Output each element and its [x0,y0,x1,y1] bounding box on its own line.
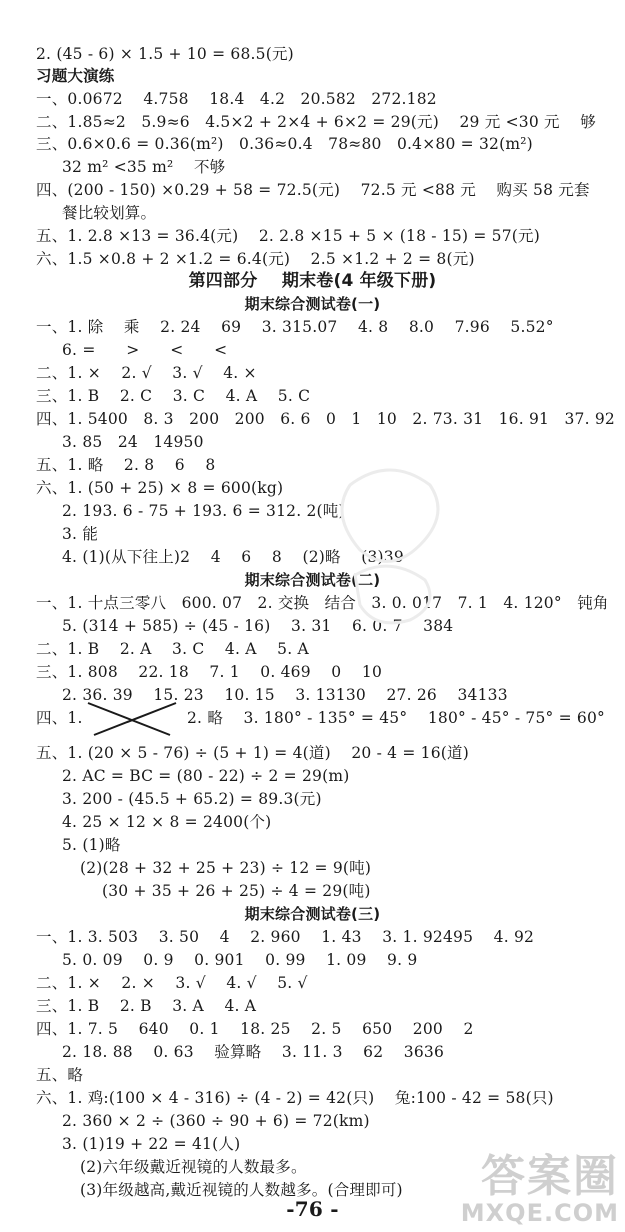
answer-line: 32 m² <35 m² 不够 [62,158,226,176]
watermark-main-text: 答案圈 [481,1151,619,1202]
answer-line: 三、1. B 2. C 3. C 4. A 5. C [36,387,311,405]
answer-line: 六、1.5 ×0.8 + 2 ×1.2 = 6.4(元) 2.5 ×1.2 + 2 = 8(元) [36,250,475,268]
faint-stamp-mark [320,455,460,635]
answer-line: 2. (45 - 6) × 1.5 + 10 = 68.5(元) [36,45,294,63]
answer-line: 期末综合测试卷(三) [244,905,381,923]
answer-line: 五、略 [36,1066,84,1084]
answer-line: 5. (314 + 585) ÷ (45 - 16) 3. 31 6. 0. 7 384 [62,617,454,635]
answer-line: 五、1. 略 2. 8 6 8 [36,456,216,474]
answer-line: 2. AC = BC = (80 - 22) ÷ 2 = 29(m) [62,767,350,785]
answer-line: 一、1. 十点三零八 600. 07 2. 交换 结合 3. 0. 017 7. 1 4. 120° 钝角 [36,594,609,612]
answer-line: 4. (1)(从下往上)2 4 6 8 (2)略 (3)39 [62,548,404,566]
answer-line: 3. 200 - (45.5 + 65.2) = 89.3(元) [62,790,322,808]
answer-line: 三、1. B 2. B 3. A 4. A [36,997,257,1015]
answer-line: 6. = > < < [62,341,228,359]
answer-line: 四、1. 5400 8. 3 200 200 6. 6 0 1 10 2. 73. 31 16. 91 37. 92 [36,410,615,428]
answer-line: 期末综合测试卷(二) [244,571,381,589]
answer-line: 三、1. 808 22. 18 7. 1 0. 469 0 10 [36,663,383,681]
answer-line: 一、1. 除 乘 2. 24 69 3. 315.07 4. 8 8.0 7.96 5.52° [36,318,554,336]
answer-line: 期末综合测试卷(一) [244,295,381,313]
answer-line: 3. 能 [62,525,99,543]
answer-line: 一、1. 3. 503 3. 50 4 2. 960 1. 43 3. 1. 92495 4. 92 [36,928,535,946]
watermark-logo [460,1151,619,1227]
answer-line: 3. (1)19 + 22 = 41(人) [62,1135,241,1153]
answer-line: (2)(28 + 32 + 25 + 23) ÷ 12 = 9(吨) [80,859,372,877]
answer-line: 5. (1)略 [62,836,121,854]
answer-line: 二、1.85≈2 5.9≈6 4.5×2 + 2×4 + 6×2 = 29(元) 29 元 <30 元 够 [36,113,596,131]
answer-line: 五、1. 2.8 ×13 = 36.4(元) 2. 2.8 ×15 + 5 × (18 - 15) = 57(元) [36,227,540,245]
answer-line: 习题大演练 [36,67,115,85]
answer-line: 六、1. (50 + 25) × 8 = 600(kg) [36,479,284,497]
answer-line: 一、0.0672 4.758 18.4 4.2 20.582 272.182 [36,90,437,108]
page-number: -76 - [286,1197,339,1221]
matching-lines-diagram [86,700,178,738]
answer-line: 2. 18. 88 0. 63 验算略 3. 11. 3 62 3636 [62,1043,445,1061]
answer-line: 2. 36. 39 15. 23 10. 15 3. 13130 27. 26 34133 [62,686,508,704]
answer-line: 六、1. 鸡:(100 × 4 - 316) ÷ (4 - 2) = 42(只) 兔:100 - 42 = 58(只) [36,1089,554,1107]
answer-line: 二、1. × 2. √ 3. √ 4. × [36,364,257,382]
answer-line: 五、1. (20 × 5 - 76) ÷ (5 + 1) = 4(道) 20 - 4 = 16(道) [36,744,469,762]
answer-line: 四、1. [36,709,83,727]
answer-line: 3. 85 24 14950 [62,433,204,451]
answer-line: 二、1. B 2. A 3. C 4. A 5. A [36,640,309,658]
watermark-site-text: MXQE.COM [460,1199,619,1227]
answer-line: 二、1. × 2. × 3. √ 4. √ 5. √ [36,974,308,992]
answer-line: 四、(200 - 150) ×0.29 + 58 = 72.5(元) 72.5 元 <88 元 购买 58 元套 [36,181,590,199]
answer-line: 5. 0. 09 0. 9 0. 901 0. 99 1. 09 9. 9 [62,951,418,969]
answer-line: 第四部分 期末卷(4 年级下册) [188,271,437,291]
answer-line: (2)六年级戴近视镜的人数最多。 [80,1158,307,1176]
answer-line: 2. 略 3. 180° - 135° = 45° 180° - 45° - 75° = 60° [187,709,606,727]
answer-line: 4. 25 × 12 × 8 = 2400(个) [62,813,272,831]
answer-line: 三、0.6×0.6 = 0.36(m²) 0.36≈0.4 78≈80 0.4×80 = 32(m²) [36,135,533,153]
answer-line: 2. 360 × 2 ÷ (360 ÷ 90 + 6) = 72(km) [62,1112,370,1130]
answer-line: 四、1. 7. 5 640 0. 1 18. 25 2. 5 650 200 2 [36,1020,474,1038]
answer-line: (3)年级越高,戴近视镜的人数越多。(合理即可) [80,1181,403,1199]
answer-line: (30 + 35 + 26 + 25) ÷ 4 = 29(吨) [102,882,371,900]
answer-line: 2. 193. 6 - 75 + 193. 6 = 312. 2(吨) [62,502,345,520]
answer-line: 餐比较划算。 [62,204,157,222]
